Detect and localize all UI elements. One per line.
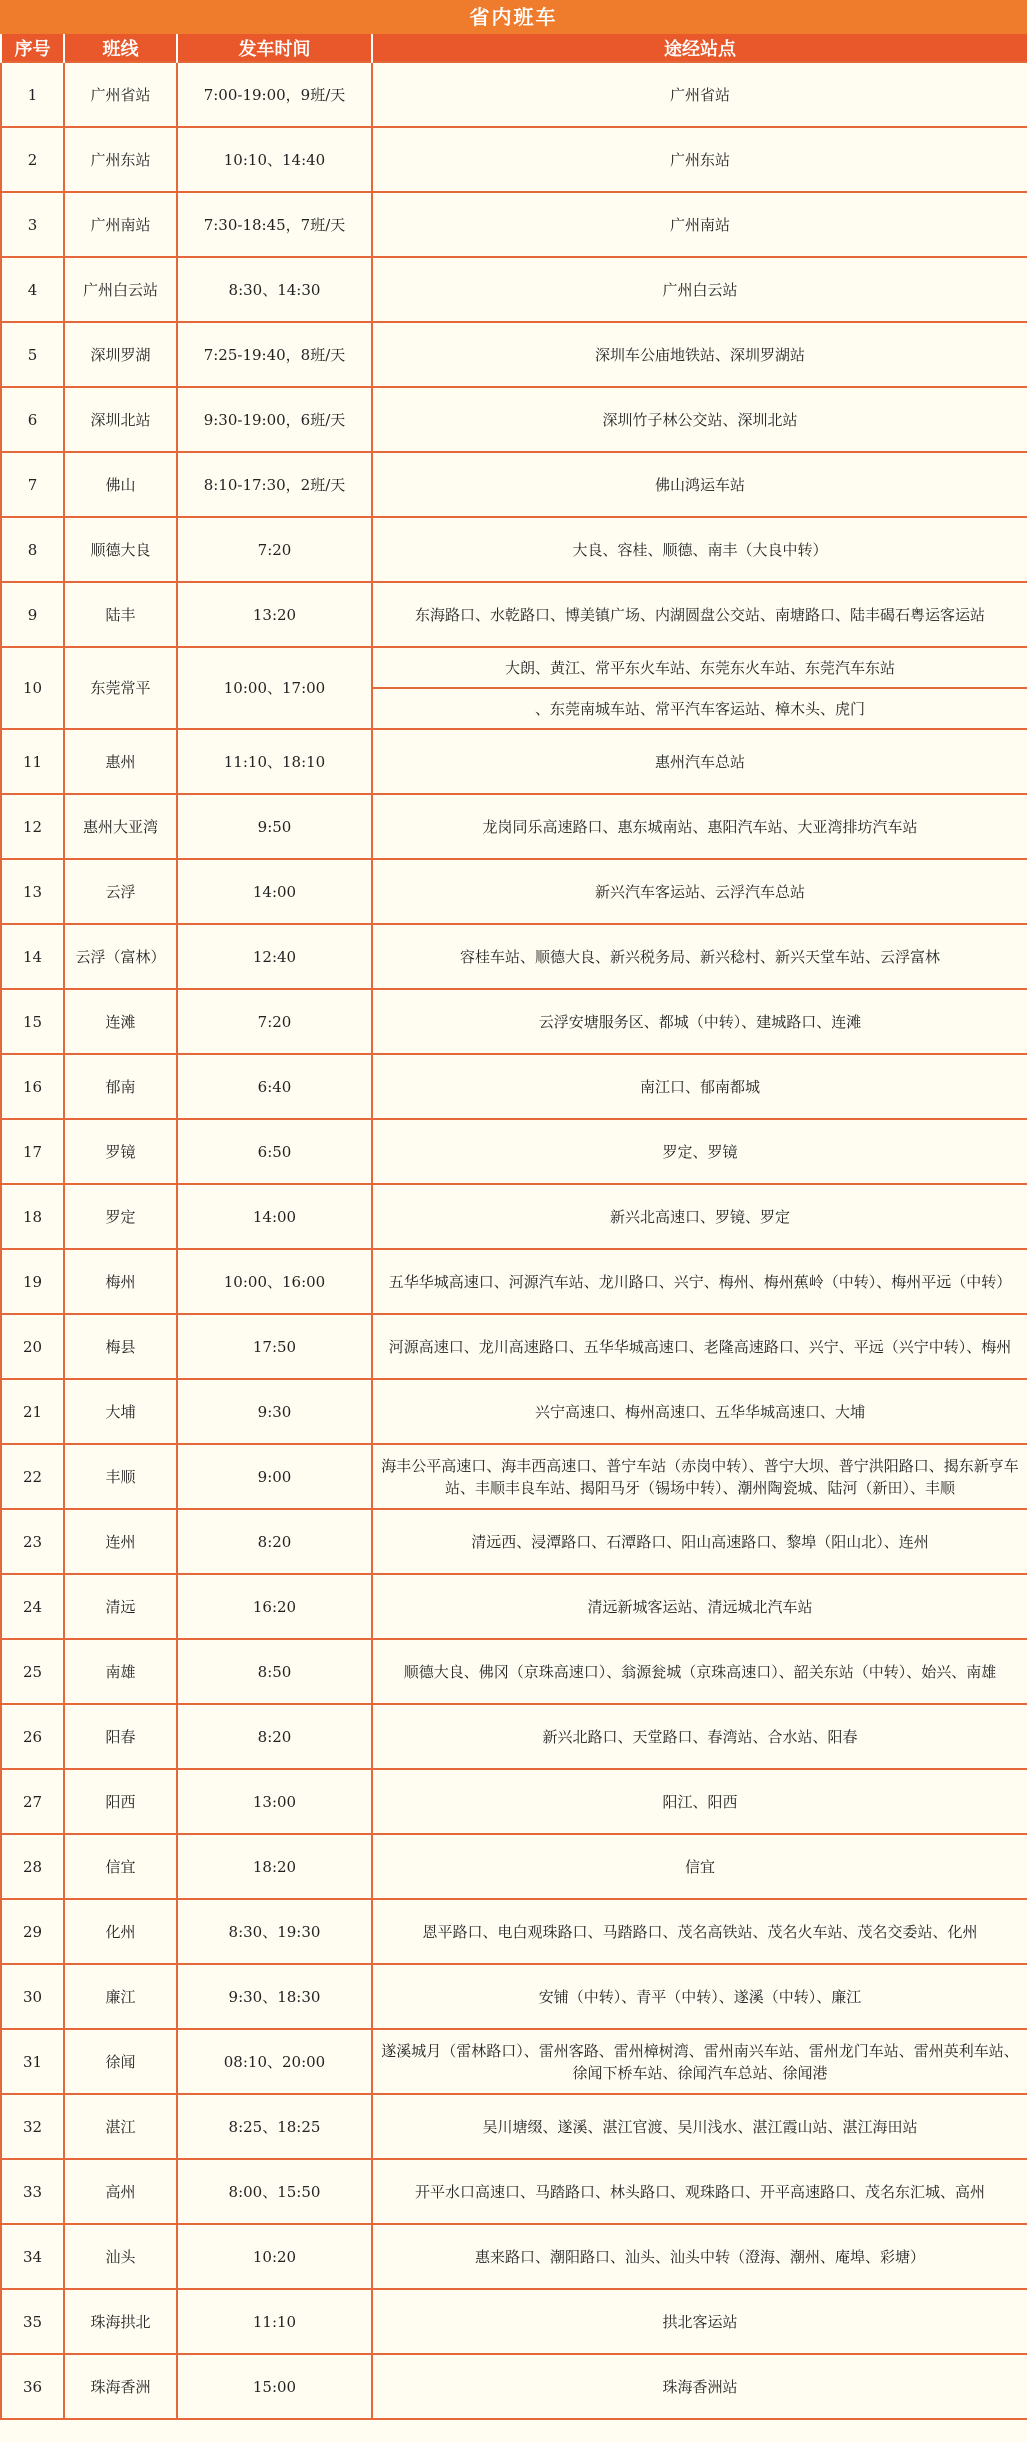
cell-line: 惠州 <box>64 729 177 794</box>
cell-stops: 河源高速口、龙川高速路口、五华华城高速口、老隆高速路口、兴宁、平远（兴宁中转）、梅州 <box>372 1314 1027 1379</box>
cell-time: 8:10-17:30，2班/天 <box>177 452 372 517</box>
cell-stops: 大朗、黄江、常平东火车站、东莞东火车站、东莞汽车东站 <box>372 647 1027 688</box>
header-time: 发车时间 <box>177 34 372 62</box>
cell-no: 17 <box>1 1119 64 1184</box>
cell-time: 8:20 <box>177 1509 372 1574</box>
table-row <box>1 192 1027 257</box>
cell-time: 08:10、20:00 <box>177 2029 372 2094</box>
cell-time: 8:50 <box>177 1639 372 1704</box>
table-row <box>1 924 1027 989</box>
table-row <box>1 1444 1027 1509</box>
cell-time: 8:30、19:30 <box>177 1899 372 1964</box>
cell-time: 7:30-18:45，7班/天 <box>177 192 372 257</box>
cell-line: 罗定 <box>64 1184 177 1249</box>
table-row <box>1 1314 1027 1379</box>
cell-time: 7:00-19:00，9班/天 <box>177 62 372 127</box>
cell-stops: 南江口、郁南都城 <box>372 1054 1027 1119</box>
cell-stops: 深圳竹子林公交站、深圳北站 <box>372 387 1027 452</box>
table-row <box>1 1769 1027 1834</box>
cell-no: 2 <box>1 127 64 192</box>
cell-stops: 广州东站 <box>372 127 1027 192</box>
cell-stops: 遂溪城月（雷林路口）、雷州客路、雷州樟树湾、雷州南兴车站、雷州龙门车站、雷州英利车站、徐闻下桥车站、徐闻汽车总站、徐闻港 <box>372 2029 1027 2094</box>
table-row <box>1 1184 1027 1249</box>
cell-line: 深圳罗湖 <box>64 322 177 387</box>
cell-no: 16 <box>1 1054 64 1119</box>
cell-time: 7:25-19:40，8班/天 <box>177 322 372 387</box>
cell-line: 广州东站 <box>64 127 177 192</box>
cell-no: 11 <box>1 729 64 794</box>
cell-stops: 广州省站 <box>372 62 1027 127</box>
cell-line: 廉江 <box>64 1964 177 2029</box>
cell-line: 连州 <box>64 1509 177 1574</box>
cell-time: 9:50 <box>177 794 372 859</box>
cell-stops: 、东莞南城车站、常平汽车客运站、樟木头、虎门 <box>372 688 1027 729</box>
cell-no: 20 <box>1 1314 64 1379</box>
cell-stops: 海丰公平高速口、海丰西高速口、普宁车站（赤岗中转）、普宁大坝、普宁洪阳路口、揭东新亨车站、丰顺丰良车站、揭阳马牙（锡场中转）、潮州陶瓷城、陆河（新田）、丰顺 <box>372 1444 1027 1509</box>
cell-line: 广州白云站 <box>64 257 177 322</box>
cell-line: 顺德大良 <box>64 517 177 582</box>
cell-stops: 新兴北路口、天堂路口、春湾站、合水站、阳春 <box>372 1704 1027 1769</box>
cell-time: 8:30、14:30 <box>177 257 372 322</box>
cell-line: 广州省站 <box>64 62 177 127</box>
cell-stops: 兴宁高速口、梅州高速口、五华华城高速口、大埔 <box>372 1379 1027 1444</box>
cell-stops: 开平水口高速口、马踏路口、林头路口、观珠路口、开平高速路口、茂名东汇城、高州 <box>372 2159 1027 2224</box>
table-row <box>1 2224 1027 2289</box>
cell-no: 4 <box>1 257 64 322</box>
cell-time: 9:30-19:00，6班/天 <box>177 387 372 452</box>
cell-line: 化州 <box>64 1899 177 1964</box>
cell-line: 云浮（富林） <box>64 924 177 989</box>
cell-line: 连滩 <box>64 989 177 1054</box>
cell-time: 10:00、17:00 <box>177 647 372 729</box>
cell-time: 9:00 <box>177 1444 372 1509</box>
cell-no: 18 <box>1 1184 64 1249</box>
cell-time: 6:40 <box>177 1054 372 1119</box>
table-row <box>1 1574 1027 1639</box>
cell-line: 梅州 <box>64 1249 177 1314</box>
table-body <box>1 62 1027 2419</box>
cell-no: 15 <box>1 989 64 1054</box>
cell-time: 13:00 <box>177 1769 372 1834</box>
cell-no: 6 <box>1 387 64 452</box>
cell-stops: 阳江、阳西 <box>372 1769 1027 1834</box>
table-row <box>1 1704 1027 1769</box>
cell-line: 阳西 <box>64 1769 177 1834</box>
table-row <box>1 2094 1027 2159</box>
table-row <box>1 2289 1027 2354</box>
cell-stops: 五华华城高速口、河源汽车站、龙川路口、兴宁、梅州、梅州蕉岭（中转）、梅州平远（中转） <box>372 1249 1027 1314</box>
cell-no: 36 <box>1 2354 64 2419</box>
cell-no: 12 <box>1 794 64 859</box>
cell-time: 6:50 <box>177 1119 372 1184</box>
cell-stops: 惠州汽车总站 <box>372 729 1027 794</box>
table-row <box>1 257 1027 322</box>
cell-line: 云浮 <box>64 859 177 924</box>
cell-stops: 清远西、浸潭路口、石潭路口、阳山高速路口、黎埠（阳山北）、连州 <box>372 1509 1027 1574</box>
cell-line: 湛江 <box>64 2094 177 2159</box>
table-row <box>1 2029 1027 2094</box>
cell-no: 28 <box>1 1834 64 1899</box>
table-row <box>1 647 1027 688</box>
cell-no: 7 <box>1 452 64 517</box>
cell-time: 17:50 <box>177 1314 372 1379</box>
cell-stops: 新兴汽车客运站、云浮汽车总站 <box>372 859 1027 924</box>
header-stops: 途经站点 <box>372 34 1027 62</box>
cell-no: 22 <box>1 1444 64 1509</box>
cell-time: 8:20 <box>177 1704 372 1769</box>
table-row <box>1 1639 1027 1704</box>
table-row <box>1 2354 1027 2419</box>
cell-line: 高州 <box>64 2159 177 2224</box>
cell-no: 14 <box>1 924 64 989</box>
cell-no: 19 <box>1 1249 64 1314</box>
cell-stops: 信宜 <box>372 1834 1027 1899</box>
cell-no: 13 <box>1 859 64 924</box>
table-row <box>1 452 1027 517</box>
cell-stops: 罗定、罗镜 <box>372 1119 1027 1184</box>
table-row <box>1 989 1027 1054</box>
cell-line: 佛山 <box>64 452 177 517</box>
cell-time: 11:10、18:10 <box>177 729 372 794</box>
cell-time: 8:25、18:25 <box>177 2094 372 2159</box>
cell-stops: 佛山鸿运车站 <box>372 452 1027 517</box>
cell-stops: 大良、容桂、顺德、南丰（大良中转） <box>372 517 1027 582</box>
cell-no: 27 <box>1 1769 64 1834</box>
cell-no: 23 <box>1 1509 64 1574</box>
cell-stops: 容桂车站、顺德大良、新兴税务局、新兴稔村、新兴天堂车站、云浮富林 <box>372 924 1027 989</box>
cell-no: 24 <box>1 1574 64 1639</box>
cell-stops: 拱北客运站 <box>372 2289 1027 2354</box>
table-row <box>1 1899 1027 1964</box>
cell-line: 惠州大亚湾 <box>64 794 177 859</box>
table-row <box>1 859 1027 924</box>
cell-stops: 顺德大良、佛冈（京珠高速口）、翁源瓮城（京珠高速口）、韶关东站（中转）、始兴、南雄 <box>372 1639 1027 1704</box>
cell-no: 34 <box>1 2224 64 2289</box>
table-row <box>1 1964 1027 2029</box>
cell-no: 3 <box>1 192 64 257</box>
cell-stops: 云浮安塘服务区、都城（中转）、建城路口、连滩 <box>372 989 1027 1054</box>
cell-no: 21 <box>1 1379 64 1444</box>
cell-line: 南雄 <box>64 1639 177 1704</box>
table-row <box>1 582 1027 647</box>
cell-stops: 深圳车公庙地铁站、深圳罗湖站 <box>372 322 1027 387</box>
cell-time: 9:30、18:30 <box>177 1964 372 2029</box>
cell-time: 16:20 <box>177 1574 372 1639</box>
cell-no: 1 <box>1 62 64 127</box>
cell-line: 陆丰 <box>64 582 177 647</box>
cell-time: 14:00 <box>177 1184 372 1249</box>
cell-time: 10:20 <box>177 2224 372 2289</box>
cell-time: 10:00、16:00 <box>177 1249 372 1314</box>
table-row <box>1 1509 1027 1574</box>
cell-stops: 清远新城客运站、清远城北汽车站 <box>372 1574 1027 1639</box>
bus-schedule-table <box>0 34 1027 2420</box>
cell-line: 郁南 <box>64 1054 177 1119</box>
cell-line: 深圳北站 <box>64 387 177 452</box>
cell-line: 珠海香洲 <box>64 2354 177 2419</box>
cell-line: 广州南站 <box>64 192 177 257</box>
cell-no: 32 <box>1 2094 64 2159</box>
cell-time: 7:20 <box>177 989 372 1054</box>
cell-no: 9 <box>1 582 64 647</box>
cell-line: 徐闻 <box>64 2029 177 2094</box>
cell-no: 30 <box>1 1964 64 2029</box>
cell-line: 汕头 <box>64 2224 177 2289</box>
cell-stops: 珠海香洲站 <box>372 2354 1027 2419</box>
cell-line: 珠海拱北 <box>64 2289 177 2354</box>
cell-line: 阳春 <box>64 1704 177 1769</box>
cell-line: 丰顺 <box>64 1444 177 1509</box>
cell-no: 10 <box>1 647 64 729</box>
table-row <box>1 1379 1027 1444</box>
cell-no: 35 <box>1 2289 64 2354</box>
table-row <box>1 517 1027 582</box>
cell-time: 13:20 <box>177 582 372 647</box>
table-row <box>1 127 1027 192</box>
cell-no: 31 <box>1 2029 64 2094</box>
cell-stops: 东海路口、水乾路口、博美镇广场、内湖圆盘公交站、南塘路口、陆丰碣石粤运客运站 <box>372 582 1027 647</box>
header-line: 班线 <box>64 34 177 62</box>
cell-time: 11:10 <box>177 2289 372 2354</box>
cell-line: 信宜 <box>64 1834 177 1899</box>
table-row <box>1 387 1027 452</box>
cell-time: 12:40 <box>177 924 372 989</box>
cell-line: 清远 <box>64 1574 177 1639</box>
cell-stops: 恩平路口、电白观珠路口、马踏路口、茂名高铁站、茂名火车站、茂名交委站、化州 <box>372 1899 1027 1964</box>
table-row <box>1 1054 1027 1119</box>
cell-time: 7:20 <box>177 517 372 582</box>
cell-time: 9:30 <box>177 1379 372 1444</box>
cell-stops: 新兴北高速口、罗镜、罗定 <box>372 1184 1027 1249</box>
cell-time: 10:10、14:40 <box>177 127 372 192</box>
cell-time: 18:20 <box>177 1834 372 1899</box>
cell-no: 5 <box>1 322 64 387</box>
table-row <box>1 729 1027 794</box>
cell-stops: 广州南站 <box>372 192 1027 257</box>
header-no: 序号 <box>1 34 64 62</box>
cell-no: 8 <box>1 517 64 582</box>
cell-time: 14:00 <box>177 859 372 924</box>
table-row <box>1 1249 1027 1314</box>
cell-stops: 惠来路口、潮阳路口、汕头、汕头中转（澄海、潮州、庵埠、彩塘） <box>372 2224 1027 2289</box>
cell-no: 26 <box>1 1704 64 1769</box>
table-header <box>1 34 1027 62</box>
cell-no: 29 <box>1 1899 64 1964</box>
cell-no: 25 <box>1 1639 64 1704</box>
cell-stops: 吴川塘缀、遂溪、湛江官渡、吴川浅水、湛江霞山站、湛江海田站 <box>372 2094 1027 2159</box>
cell-line: 罗镜 <box>64 1119 177 1184</box>
table-row <box>1 794 1027 859</box>
cell-line: 梅县 <box>64 1314 177 1379</box>
table-row <box>1 1119 1027 1184</box>
cell-stops: 龙岗同乐高速路口、惠东城南站、惠阳汽车站、大亚湾排坊汽车站 <box>372 794 1027 859</box>
cell-time: 15:00 <box>177 2354 372 2419</box>
cell-no: 33 <box>1 2159 64 2224</box>
table-row <box>1 62 1027 127</box>
table-row <box>1 2159 1027 2224</box>
table-row <box>1 1834 1027 1899</box>
cell-time: 8:00、15:50 <box>177 2159 372 2224</box>
cell-line: 东莞常平 <box>64 647 177 729</box>
table-row <box>1 322 1027 387</box>
cell-stops: 安铺（中转）、青平（中转）、遂溪（中转）、廉江 <box>372 1964 1027 2029</box>
page-title: 省内班车 <box>0 0 1027 34</box>
cell-stops: 广州白云站 <box>372 257 1027 322</box>
cell-line: 大埔 <box>64 1379 177 1444</box>
